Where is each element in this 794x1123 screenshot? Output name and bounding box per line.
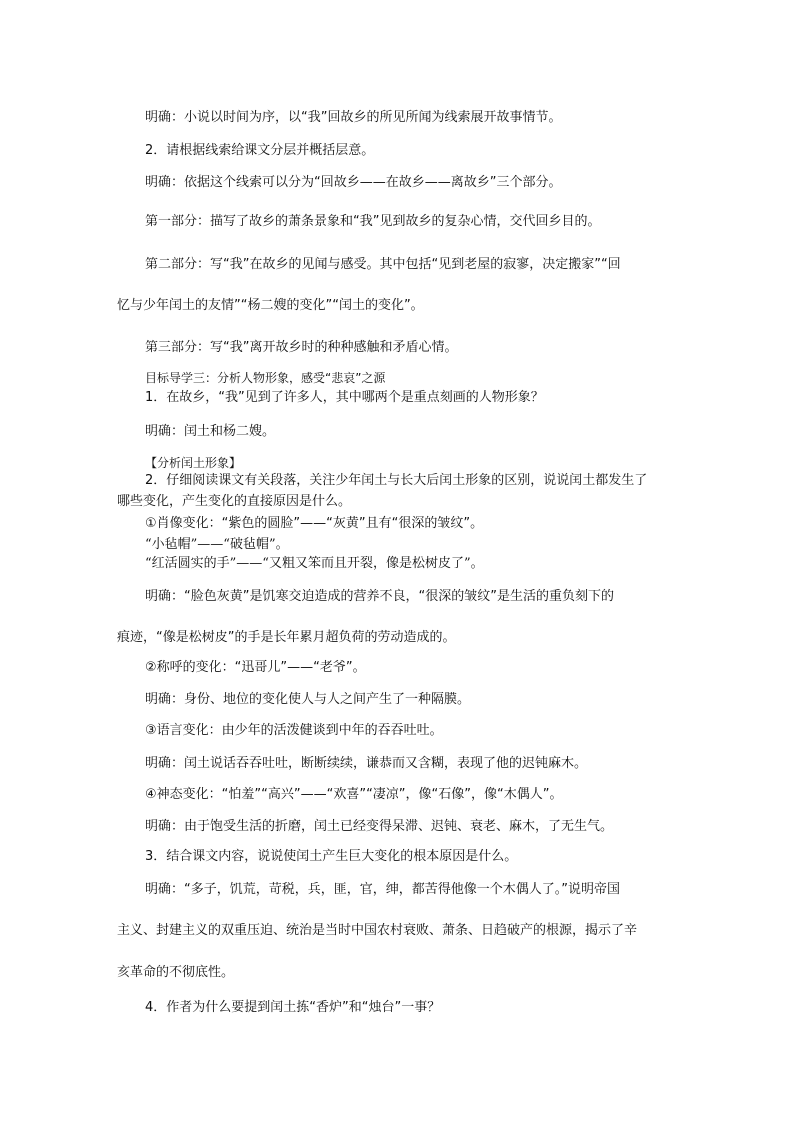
paragraph-line: 第一部分：描写了故乡的萧条景象和“我”见到故乡的复杂心情，交代回乡目的。 — [145, 214, 601, 229]
list-item: ④神态变化：“怕羞”“高兴”——“欢喜”“凄凉”，像“石像”，像“木偶人”。 — [145, 787, 563, 802]
list-item: “小毡帽”——“破毡帽”。 — [145, 537, 289, 552]
question-line: 1．在故乡，“我”见到了许多人，其中哪两个是重点刻画的人物形象？ — [145, 390, 544, 405]
subsection-heading: 【分析闰土形象】 — [145, 456, 242, 470]
list-item: ③语言变化：由少年的活泼健谈到中年的吞吞吐吐。 — [145, 723, 443, 738]
answer-line: 明确：小说以时间为序，以“我”回故乡的所见所闻为线索展开故事情节。 — [145, 110, 562, 125]
paragraph-line: 忆与少年闰土的友情”“杨二嫂的变化”“闰土的变化”。 — [117, 298, 424, 313]
answer-line: 明确：依据这个线索可以分为“回故乡——在故乡——离故乡”三个部分。 — [145, 175, 562, 190]
answer-line: 明确：“脸色灰黄”是饥寒交迫造成的营养不良，“很深的皱纹”是生活的重负刻下的 — [145, 589, 614, 604]
answer-line: 明确：身份、地位的变化使人与人之间产生了一种隔膜。 — [145, 692, 471, 707]
question-line: 2．仔细阅读课文有关段落，关注少年闰土与长大后闰土形象的区别，说说闰土都发生了 — [145, 473, 648, 488]
section-heading: 目标导学三：分析人物形象，感受“悲哀”之源 — [145, 371, 386, 385]
answer-line: 明确：闰土和杨二嫂。 — [145, 424, 276, 439]
answer-line: 痕迹，“像是松树皮”的手是长年累月超负荷的劳动造成的。 — [117, 630, 456, 645]
answer-line: 明确：闰土说话吞吞吐吐，断断续续，谦恭而又含糊，表现了他的迟钝麻木。 — [145, 756, 588, 771]
question-line: 哪些变化，产生变化的直接原因是什么。 — [117, 494, 352, 509]
list-item: ②称呼的变化：“迅哥儿”——“老爷”。 — [145, 660, 366, 675]
question-line: 4．作者为什么要提到闰土拣“香炉”和“烛台”一事？ — [145, 1000, 441, 1015]
answer-line: 明确：由于饱受生活的折磨，闰土已经变得呆滞、迟钝、衰老、麻木，了无生气。 — [145, 819, 614, 834]
answer-line: 主义、封建主义的双重压迫、统治是当时中国农村衰败、萧条、日趋破产的根源，揭示了辛 — [117, 923, 638, 938]
question-line: 3．结合课文内容，说说使闰土产生巨大变化的根本原因是什么。 — [145, 849, 518, 864]
list-item: ①肖像变化：“紫色的圆脸”——“灰黄”且有“很深的皱纹”。 — [145, 516, 484, 531]
answer-line: 明确：“多子，饥荒，苛税，兵，匪，官，绅，都苦得他像一个木偶人了。”说明帝国 — [145, 882, 620, 897]
paragraph-line: 第二部分：写“我”在故乡的见闻与感受。其中包括“见到老屋的寂寥，决定搬家”“回 — [145, 257, 621, 272]
question-line: 2．请根据线索给课文分层并概括层意。 — [145, 143, 375, 158]
paragraph-line: 第三部分：写“我”离开故乡时的种种感触和矛盾心情。 — [145, 340, 458, 355]
answer-line: 亥革命的不彻底性。 — [117, 965, 235, 980]
list-item: “红活圆实的手”——“又粗又笨而且开裂，像是松树皮了”。 — [145, 556, 484, 571]
